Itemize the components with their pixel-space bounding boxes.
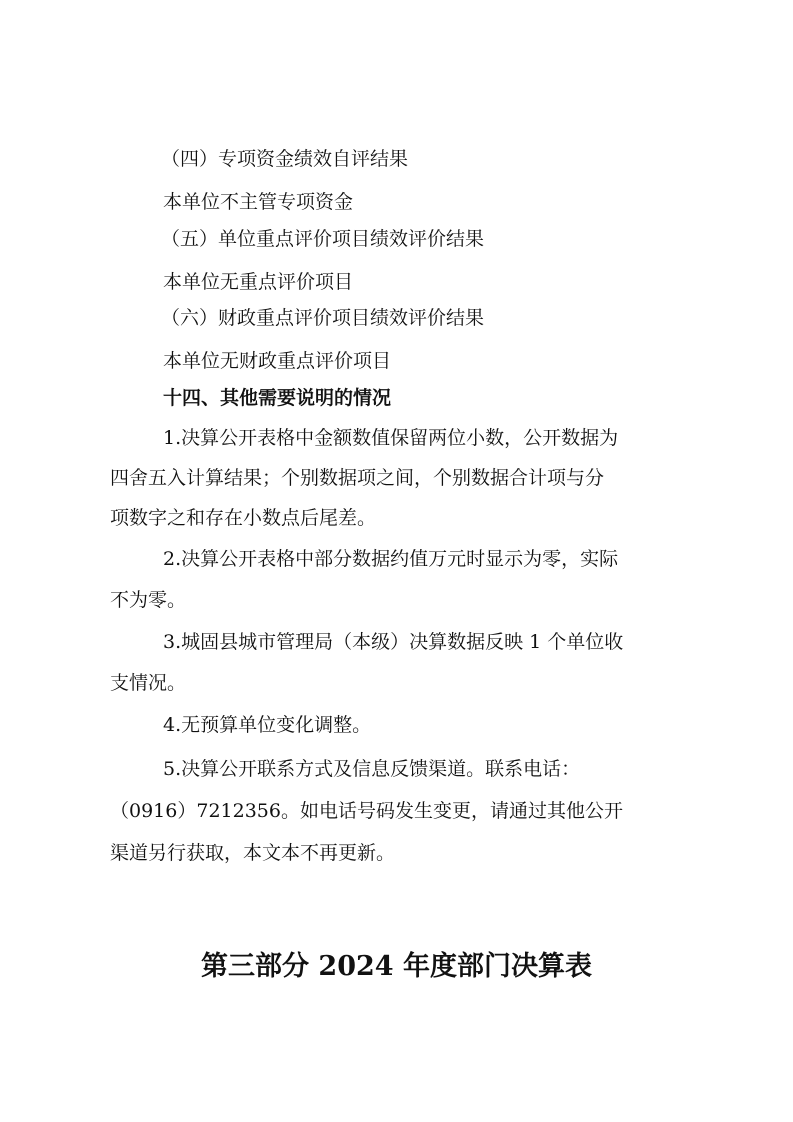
paragraph-1-line-2: 四舍五入计算结果；个别数据项之间，个别数据合计项与分	[110, 467, 605, 489]
paragraph-4-line-1: 4.无预算单位变化调整。	[163, 714, 372, 736]
section-4-text: 本单位不主管专项资金	[163, 191, 354, 213]
section-5-heading: （五）单位重点评价项目绩效评价结果	[161, 228, 485, 250]
paragraph-2-line-1: 2.决算公开表格中部分数据约值万元时显示为零，实际	[163, 548, 619, 570]
part-3-title: 第三部分 2024 年度部门决算表	[201, 951, 592, 982]
paragraph-5-line-3: 渠道另行获取，本文本不再更新。	[110, 842, 396, 864]
paragraph-3-line-1: 3.城固县城市管理局（本级）决算数据反映 1 个单位收	[163, 631, 624, 653]
section-5-text: 本单位无重点评价项目	[163, 271, 354, 293]
section-6-heading: （六）财政重点评价项目绩效评价结果	[161, 307, 485, 329]
paragraph-3-line-2: 支情况。	[110, 672, 187, 694]
paragraph-1-line-3: 项数字之和存在小数点后尾差。	[110, 507, 377, 529]
paragraph-5-line-2: （0916）7212356。如电话号码发生变更，请通过其他公开	[110, 800, 623, 822]
section-4-heading: （四）专项资金绩效自评结果	[161, 148, 409, 170]
section-6-text: 本单位无财政重点评价项目	[163, 350, 392, 372]
paragraph-1-line-1: 1.决算公开表格中金额数值保留两位小数，公开数据为	[163, 427, 619, 449]
paragraph-5-line-1: 5.决算公开联系方式及信息反馈渠道。联系电话：	[163, 758, 581, 780]
section-14-heading: 十四、其他需要说明的情况	[163, 387, 392, 409]
paragraph-2-line-2: 不为零。	[110, 589, 187, 611]
